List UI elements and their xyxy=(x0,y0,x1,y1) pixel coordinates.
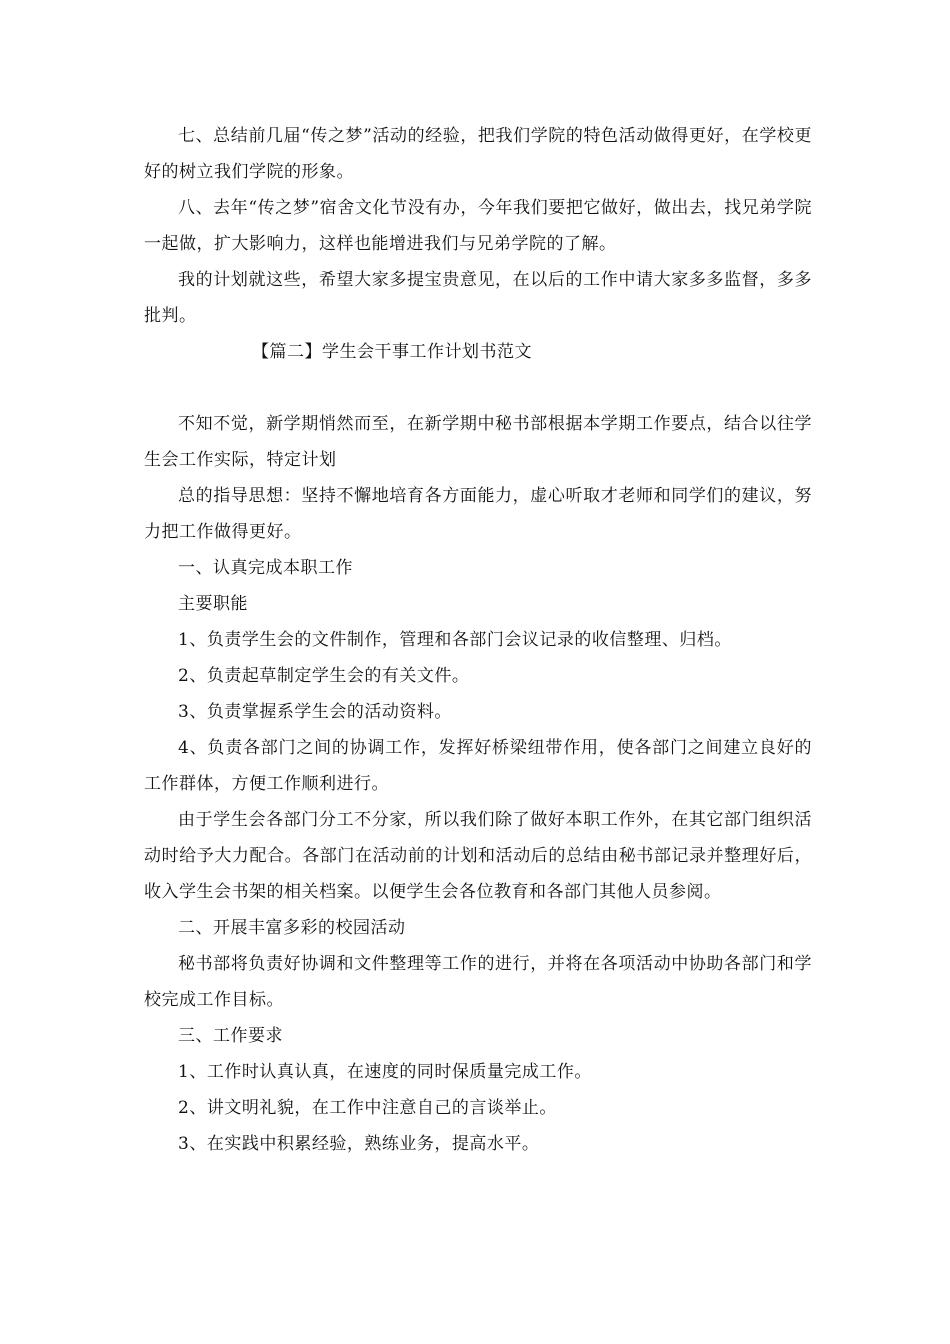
paragraph: 总的指导思想：坚持不懈地培育各方面能力，虚心听取才老师和同学们的建议，努力把工作做得更好。 xyxy=(144,486,812,542)
paragraph: 七、总结前几届“传之梦”活动的经验，把我们学院的特色活动做得更好，在学校更好的树立我们学院的形象。 xyxy=(144,126,812,182)
document-body xyxy=(144,118,812,1162)
section-title: 【篇二】学生会干事工作计划书范文 xyxy=(252,342,532,362)
paragraph: 我的计划就这些，希望大家多提宝贵意见，在以后的工作中请大家多多监督，多多批判。 xyxy=(144,270,812,326)
list-item: 4、负责各部门之间的协调工作，发挥好桥梁纽带作用，使各部门之间建立良好的工作群体，方便工作顺利进行。 xyxy=(144,738,812,794)
section-heading: 二、开展丰富多彩的校园活动 xyxy=(178,918,406,938)
paragraph: 八、去年“传之梦”宿舍文化节没有办，今年我们要把它做好，做出去，找兄弟学院一起做，扩大影响力，这样也能增进我们与兄弟学院的了解。 xyxy=(144,198,812,254)
list-item: 2、负责起草制定学生会的有关文件。 xyxy=(178,666,470,686)
list-item: 3、负责掌握系学生会的活动资料。 xyxy=(178,702,452,722)
section-heading: 三、工作要求 xyxy=(178,1026,283,1046)
paragraph: 秘书部将负责好协调和文件整理等工作的进行，并将在各项活动中协助各部门和学校完成工作目标。 xyxy=(144,954,812,1010)
paragraph: 由于学生会各部门分工不分家，所以我们除了做好本职工作外，在其它部门组织活动时给予大力配合。各部门在活动前的计划和活动后的总结由秘书部记录并整理好后，收入学生会书架的相关档案。以便学生会各位教育和各部门其他人员参阅。 xyxy=(144,810,812,902)
list-item: 1、负责学生会的文件制作，管理和各部门会议记录的收信整理、归档。 xyxy=(178,630,732,650)
section-heading: 一、认真完成本职工作 xyxy=(178,558,353,578)
paragraph: 不知不觉，新学期悄然而至，在新学期中秘书部根据本学期工作要点，结合以往学生会工作实际，特定计划 xyxy=(144,414,812,470)
list-item: 3、在实践中积累经验，熟练业务，提高水平。 xyxy=(178,1134,540,1154)
list-item: 1、工作时认真认真，在速度的同时保质量完成工作。 xyxy=(178,1062,592,1082)
list-item: 2、讲文明礼貌，在工作中注意自己的言谈举止。 xyxy=(178,1098,557,1118)
sub-heading: 主要职能 xyxy=(178,594,248,614)
